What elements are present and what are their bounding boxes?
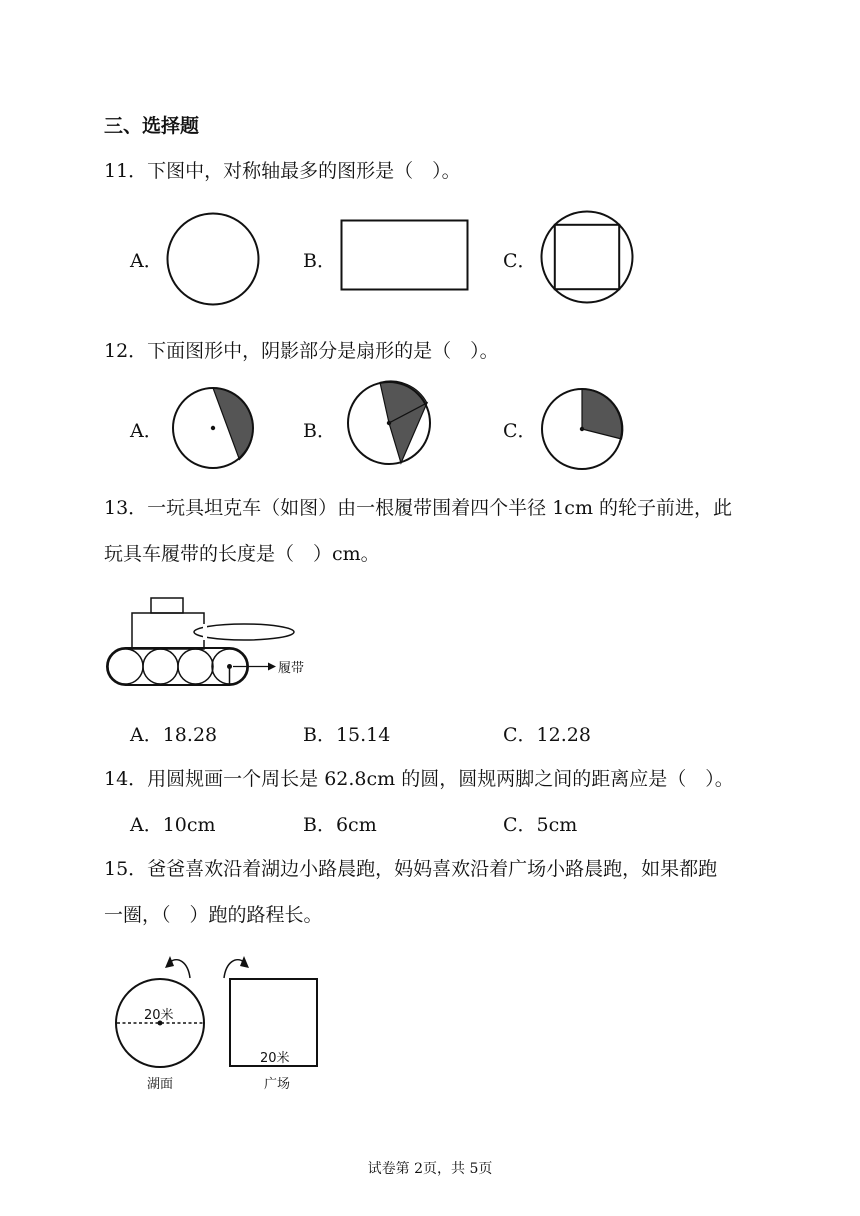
q11-square-in-circle-figure <box>540 210 636 306</box>
q13-track-label: 履带 <box>278 661 305 676</box>
tank-barrel <box>194 624 294 640</box>
q14-option-c: C．5cm <box>503 814 578 836</box>
q15-square-caption: 广场 <box>264 1077 291 1092</box>
question-15-text-line1: 15．爸爸喜欢沿着湖边小路晨跑，妈妈喜欢沿着广场小路晨跑，如果都跑 <box>104 858 718 880</box>
q11-rectangle <box>342 221 468 290</box>
q11-option-b-label: B． <box>303 250 336 272</box>
q15-square-dimension: 20米 <box>260 1051 290 1066</box>
lake-arrow-curve <box>170 960 190 978</box>
q11-circle <box>168 214 259 305</box>
q11-rectangle-figure <box>340 219 470 292</box>
question-13-text-line2: 玩具车履带的长度是（ ）cm。 <box>104 543 380 565</box>
tank-turret <box>132 613 204 649</box>
tank-wheel-3 <box>178 649 213 684</box>
q12-option-a-label: A． <box>130 420 163 442</box>
q11-option-c-label: C． <box>503 250 537 272</box>
question-14-text: 14．用圆规画一个周长是 62.8cm 的圆，圆规两脚之间的距离应是（ ）。 <box>104 768 734 790</box>
q11-inner-square <box>555 225 619 289</box>
q12-a-center-dot <box>211 426 215 430</box>
q12-b-center-dot <box>387 421 391 425</box>
tank-wheel-2 <box>143 649 178 684</box>
q12-c-center-dot <box>580 427 584 431</box>
q11-circle-figure <box>166 212 262 306</box>
question-12-text: 12．下面图形中，阴影部分是扇形的是（ ）。 <box>104 340 499 362</box>
q12-figure-a <box>172 387 256 471</box>
tank-hatch <box>151 598 183 613</box>
page-footer: 试卷第 2页，共 5页 <box>367 1161 493 1177</box>
q12-c-shaded-sector <box>582 389 623 439</box>
q14-option-a: A．10cm <box>130 814 216 836</box>
question-11-text: 11．下图中，对称轴最多的图形是（ ）。 <box>104 160 461 182</box>
question-15-text-line2: 一圈，（ ）跑的路程长。 <box>104 904 323 926</box>
q15-circle-dimension: 20米 <box>144 1008 174 1023</box>
tank-wheel-center-dot <box>227 664 232 669</box>
q11-option-a-label: A． <box>130 250 163 272</box>
q13-tank-figure <box>106 596 346 688</box>
lake-arrow-head <box>165 956 174 968</box>
q12-figure-c <box>541 388 625 472</box>
section-title: 三、选择题 <box>104 115 200 137</box>
tank-wheel-1 <box>108 649 143 684</box>
q12-option-b-label: B． <box>303 420 336 442</box>
q12-option-c-label: C． <box>503 420 537 442</box>
question-13-text-line1: 13．一玩具坦克车（如图）由一根履带围着四个半径 1cm 的轮子前进，此 <box>104 497 733 519</box>
square-arrow-head <box>240 956 249 968</box>
q14-option-b: B．6cm <box>303 814 377 836</box>
q15-circle-caption: 湖面 <box>147 1077 174 1092</box>
q13-option-a: A．18.28 <box>130 724 218 746</box>
track-arrow-head <box>268 663 276 671</box>
q13-option-b: B．15.14 <box>303 724 391 746</box>
q12-figure-b <box>347 381 433 467</box>
square-arrow-curve <box>224 960 244 978</box>
q13-option-c: C．12.28 <box>503 724 591 746</box>
